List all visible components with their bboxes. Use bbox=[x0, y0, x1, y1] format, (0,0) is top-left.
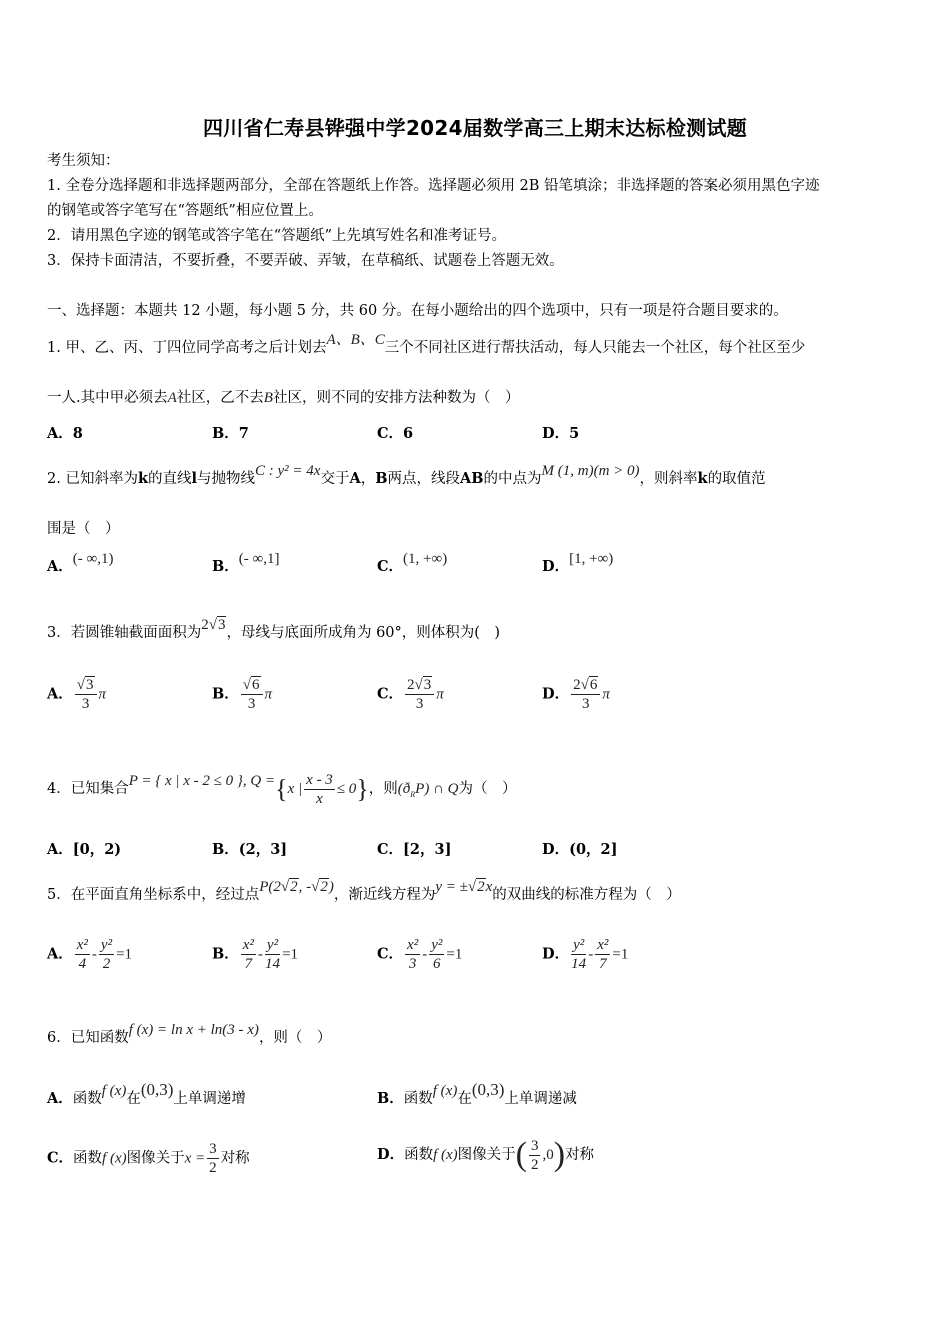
option-label: C． bbox=[377, 841, 404, 858]
option-f: f (x) bbox=[432, 1083, 458, 1099]
option-text: 对称 bbox=[565, 1147, 595, 1163]
notice-item-2: 2．请用黑色字迹的钢笔或答字笔在“答题纸”上先填写姓名和准考证号。 bbox=[47, 228, 507, 244]
notice-item-3: 3．保持卡面清洁，不要折叠，不要弄破、弄皱，在草稿纸、试题卷上答题无效。 bbox=[47, 253, 564, 269]
q2-midpoint: M (1, m)(m > 0) bbox=[541, 463, 640, 479]
fraction bbox=[429, 936, 444, 973]
q2-text-g: ，则斜率 bbox=[639, 471, 698, 487]
denominator: x bbox=[316, 791, 323, 808]
q2-k-2: k bbox=[697, 470, 708, 487]
q3-option-c[interactable] bbox=[377, 676, 444, 713]
q1-math-a: A bbox=[167, 390, 177, 406]
question-1-line-2 bbox=[47, 387, 910, 409]
q1-text-b: 三个不同社区进行帮扶活动，每人只能去一个社区，每个社区至少 bbox=[384, 340, 806, 356]
q2-l: l bbox=[191, 470, 198, 487]
q4-complement bbox=[398, 781, 459, 797]
q4-option-c[interactable] bbox=[377, 838, 451, 859]
q5-option-a[interactable]: A． $\frac{\text{x²}}{4}$ - $\frac{\text{y²}}{2}$ =1 bbox=[47, 937, 133, 972]
q2-point-a: A bbox=[349, 470, 361, 487]
q2-option-c[interactable] bbox=[377, 551, 448, 576]
q5-asymptote: y = ±√2x bbox=[435, 879, 493, 895]
q4-comp-open: (ð bbox=[397, 781, 411, 797]
q1-text-a: 1. 甲、乙、丙、丁四位同学高考之后计划去 bbox=[47, 340, 327, 356]
denominator: 7 bbox=[599, 956, 607, 972]
q5-pt-rad-1: 2 bbox=[290, 879, 298, 895]
q3-area-rad: 3 bbox=[217, 617, 226, 633]
option-value: (2，3] bbox=[238, 841, 288, 858]
numerator: 3 bbox=[209, 1141, 217, 1157]
option-interval: (0,3) bbox=[471, 1080, 505, 1099]
q6-text-a: 6．已知函数 bbox=[47, 1030, 129, 1046]
option-text: 图像关于 bbox=[457, 1147, 516, 1163]
option-label: C． bbox=[377, 425, 404, 442]
q2-option-d[interactable] bbox=[542, 551, 614, 576]
q2-k: k bbox=[137, 470, 148, 487]
question-2-line-2: 围是（ ） bbox=[47, 521, 120, 537]
fraction: $\frac{√6}{3}$ bbox=[241, 676, 263, 713]
option-label: D． bbox=[542, 841, 570, 858]
option-f: f (x) bbox=[433, 1147, 458, 1163]
question-3 bbox=[47, 617, 910, 644]
question-5 bbox=[47, 879, 910, 906]
option-text: 上单调递减 bbox=[504, 1091, 577, 1107]
option-text: 在 bbox=[126, 1091, 141, 1107]
option-label: D． bbox=[542, 425, 570, 442]
denominator: 3 bbox=[81, 696, 90, 712]
q2-text-b: 的直线 bbox=[148, 471, 192, 487]
radicand: 6 bbox=[589, 677, 598, 693]
q2-option-b[interactable] bbox=[212, 551, 280, 576]
option-label: B． bbox=[212, 685, 239, 703]
option-label: B． bbox=[212, 558, 239, 575]
pi: π bbox=[436, 686, 444, 703]
q2-comma: ， bbox=[360, 471, 376, 487]
q4-comp-r: R bbox=[410, 790, 416, 799]
option-text: 上单调递增 bbox=[173, 1091, 246, 1107]
pi: π bbox=[264, 686, 273, 703]
denominator: 4 bbox=[78, 956, 87, 972]
option-value: [2，3] bbox=[403, 841, 452, 858]
option-text: 在 bbox=[457, 1091, 472, 1107]
option-x-eq: x = bbox=[184, 1150, 206, 1167]
denominator: 7 bbox=[244, 956, 253, 972]
option-value: [1, +∞) bbox=[569, 551, 614, 567]
option-text: 对称 bbox=[220, 1150, 250, 1167]
q1-math-b: B bbox=[263, 390, 273, 406]
q3-option-b[interactable] bbox=[212, 676, 272, 713]
q3-area: 2√3 bbox=[201, 617, 226, 633]
option-label: C． bbox=[377, 558, 404, 575]
q5-pt-2: , - bbox=[298, 879, 312, 895]
option-f: f (x) bbox=[101, 1083, 127, 1099]
q3-area-coef: 2 bbox=[201, 617, 209, 633]
equals-one: =1 bbox=[612, 946, 629, 963]
denominator: 14 bbox=[265, 956, 280, 972]
q5-text-a: 5．在平面直角坐标系中，经过点 bbox=[47, 887, 260, 903]
option-label: C． bbox=[377, 685, 404, 703]
q2-text-f: 的中点为 bbox=[483, 471, 542, 487]
fraction bbox=[571, 936, 586, 973]
option-label: A． bbox=[47, 685, 73, 703]
fraction bbox=[304, 771, 335, 808]
option-label: A． bbox=[47, 558, 73, 575]
option-label: D． bbox=[542, 945, 570, 963]
q2-text-h: 的取值范 bbox=[707, 471, 766, 487]
q1-text-d: 社区，乙不去 bbox=[176, 390, 264, 406]
q4-text-b: ，则 bbox=[368, 781, 398, 797]
option-label: A． bbox=[47, 1090, 73, 1107]
numerator: y² bbox=[266, 937, 279, 953]
q1-option-d[interactable] bbox=[542, 422, 579, 443]
q3-option-a[interactable] bbox=[47, 676, 106, 713]
option-text: 图像关于 bbox=[126, 1150, 185, 1167]
option-label: D． bbox=[377, 1146, 405, 1163]
q5-option-b[interactable]: B． $\frac{\text{x²}}{7}$ - $\frac{\text{y²}}{14}$ =1 bbox=[212, 937, 299, 972]
q4-set-q: {x | $\frac{x - 3}{x}$ ≤ 0} bbox=[275, 772, 369, 808]
q5-text-c: 的双曲线的标准方程为（ ） bbox=[492, 887, 681, 903]
coefficient: 2 bbox=[407, 677, 415, 693]
denominator: 14 bbox=[571, 956, 587, 972]
q4-q-var: x | bbox=[287, 781, 303, 797]
numerator: y² bbox=[431, 937, 443, 953]
notice-item-1-cont: 的钢笔或答字笔写在“答题纸”相应位置上。 bbox=[47, 203, 323, 219]
question-2-line-1 bbox=[47, 463, 910, 490]
option-label: D． bbox=[542, 558, 570, 575]
q5-text-b: ，渐近线方程为 bbox=[333, 887, 436, 903]
q5-pt-rad-2: 2 bbox=[320, 879, 328, 895]
q3-text-a: 3．若圆锥轴截面面积为 bbox=[47, 625, 202, 641]
equals-one: =1 bbox=[116, 946, 133, 963]
option-label: B． bbox=[212, 425, 239, 442]
q6-option-b[interactable] bbox=[377, 1080, 577, 1108]
q4-option-b[interactable] bbox=[212, 838, 287, 859]
q2-parabola: C : y² = 4x bbox=[255, 463, 321, 479]
fraction bbox=[75, 936, 90, 973]
option-value: (1, +∞) bbox=[403, 551, 448, 567]
q2-segment: AB bbox=[459, 470, 484, 487]
denominator: 2 bbox=[530, 1156, 539, 1173]
option-label: B． bbox=[377, 1090, 404, 1107]
q4-separator: , Q = bbox=[242, 773, 276, 789]
denominator: 3 bbox=[415, 696, 424, 712]
radicand: 3 bbox=[423, 677, 432, 693]
option-text: 函数 bbox=[73, 1150, 103, 1167]
fraction bbox=[595, 936, 610, 973]
coefficient: 2 bbox=[573, 677, 581, 693]
option-value: 8 bbox=[72, 425, 83, 442]
q5-asym-lhs: y = ± bbox=[435, 879, 468, 895]
denominator: 3 bbox=[408, 956, 417, 972]
option-value: (- ∞,1] bbox=[238, 551, 280, 567]
q4-option-d[interactable] bbox=[542, 838, 617, 859]
option-label: A． bbox=[47, 425, 73, 442]
option-label: B． bbox=[212, 841, 239, 858]
option-label: D． bbox=[542, 685, 570, 703]
q5-option-d[interactable]: D． $\frac{\text{y²}}{14}$ - $\frac{\text{x²}}{7}$ =1 bbox=[542, 937, 629, 972]
denominator: 3 bbox=[247, 696, 256, 712]
q1-math-abc: A、B、C bbox=[326, 332, 385, 348]
numerator: x² bbox=[407, 937, 419, 953]
q5-asym-x: x bbox=[485, 879, 493, 895]
option-label: A． bbox=[47, 841, 73, 858]
fraction: $\frac{√3}{3}$ bbox=[75, 676, 97, 713]
fraction bbox=[405, 936, 420, 973]
question-1-line-1 bbox=[47, 332, 910, 359]
notice-item-1: 1. 全卷分选择题和非选择题两部分，全部在答题纸上作答。选择题必须用 2B 铅笔填涂；非选择题的答案必须用黑色字迹 bbox=[47, 178, 820, 194]
option-value: (0，2] bbox=[569, 841, 618, 858]
option-value: 5 bbox=[569, 425, 580, 442]
q1-text-c: 一人.其中甲必须去 bbox=[47, 390, 168, 406]
question-4 bbox=[47, 766, 910, 818]
q4-text-a: 4．已知集合 bbox=[47, 781, 129, 797]
q6-function: f (x) = ln x + ln(3 - x) bbox=[128, 1022, 259, 1038]
equals-one: =1 bbox=[282, 946, 299, 963]
denominator: 2 bbox=[209, 1160, 217, 1176]
q2-text-e: 两点，线段 bbox=[387, 471, 460, 487]
option-label: B． bbox=[212, 945, 239, 963]
numerator: 3 bbox=[530, 1137, 539, 1154]
numerator: x² bbox=[76, 937, 88, 953]
fraction: $\frac{2√6}{3}$ bbox=[571, 676, 600, 713]
section-heading: 一、选择题：本题共 12 小题，每小题 5 分，共 60 分。在每小题给出的四个选项中，只有一项是符合题目要求的。 bbox=[47, 303, 788, 319]
numerator: y² bbox=[573, 937, 585, 953]
option-point-tail: ,0 bbox=[542, 1147, 554, 1163]
q4-text-c: 为（ ） bbox=[458, 781, 517, 797]
pi: π bbox=[98, 686, 107, 703]
numerator: x - 3 bbox=[306, 772, 333, 789]
q2-text-a: 2. 已知斜率为 bbox=[47, 471, 138, 487]
q5-point: P(2√2, -√2) bbox=[259, 879, 334, 895]
q4-comp-p: P) ∩ Q bbox=[415, 781, 459, 797]
pi: π bbox=[602, 686, 610, 703]
denominator: 2 bbox=[102, 956, 111, 972]
q2-text-d: 交于 bbox=[320, 471, 350, 487]
fraction: $\frac{2√3}{3}$ bbox=[405, 676, 434, 713]
fraction bbox=[207, 1140, 219, 1177]
fraction bbox=[99, 936, 114, 973]
equals-one: =1 bbox=[446, 946, 463, 963]
q6-option-a[interactable] bbox=[47, 1080, 246, 1108]
option-label: C． bbox=[47, 1149, 74, 1167]
option-value: 6 bbox=[403, 425, 414, 442]
option-value: [0，2) bbox=[72, 841, 122, 858]
q2-text-c: 与抛物线 bbox=[197, 471, 256, 487]
q5-pt-3: ) bbox=[328, 879, 334, 895]
option-f: f (x) bbox=[102, 1150, 127, 1167]
q6-option-d[interactable]: D．函数f (x)图像关于( $\frac{3}{2}$ ,0)对称 bbox=[377, 1136, 595, 1173]
fraction bbox=[241, 936, 256, 973]
q1-option-b[interactable] bbox=[212, 422, 249, 443]
radicand: 6 bbox=[252, 677, 260, 693]
numerator: y² bbox=[100, 937, 113, 953]
fraction bbox=[529, 1137, 541, 1174]
notice-heading: 考生须知： bbox=[47, 153, 120, 169]
question-6 bbox=[47, 1022, 910, 1049]
denominator: 6 bbox=[433, 956, 441, 972]
option-value: 7 bbox=[238, 425, 249, 442]
option-label: C． bbox=[377, 945, 404, 963]
q6-option-c[interactable] bbox=[47, 1140, 250, 1177]
denominator: 3 bbox=[581, 696, 590, 712]
option-interval: (0,3) bbox=[140, 1080, 174, 1099]
radicand: 3 bbox=[86, 677, 94, 693]
q2-point-b: B bbox=[375, 470, 388, 487]
q3-option-d[interactable] bbox=[542, 676, 610, 713]
option-value: (- ∞,1) bbox=[72, 551, 114, 567]
q2-option-a[interactable] bbox=[47, 551, 114, 576]
fraction bbox=[265, 936, 280, 973]
option-text: 函数 bbox=[72, 1091, 102, 1107]
q4-option-a[interactable] bbox=[47, 838, 121, 859]
option-text: 函数 bbox=[404, 1147, 434, 1163]
q3-text-b: ，母线与底面所成角为 60°，则体积为( ) bbox=[226, 625, 501, 641]
page-title: 四川省仁寿县铧强中学2024届数学高三上期末达标检测试题 bbox=[202, 116, 748, 140]
option-text: 函数 bbox=[403, 1091, 433, 1107]
q5-asym-rad: 2 bbox=[477, 879, 485, 895]
numerator: x² bbox=[597, 937, 609, 953]
q1-text-e: 社区，则不同的安排方法种数为（ ） bbox=[272, 390, 520, 406]
q1-option-a[interactable] bbox=[47, 422, 83, 443]
numerator: x² bbox=[242, 937, 254, 953]
q4-q-cond: ≤ 0 bbox=[336, 781, 357, 797]
q5-pt-1: P(2 bbox=[259, 879, 281, 895]
q4-set-p: P = { x | x - 2 ≤ 0 } bbox=[128, 773, 243, 789]
q5-option-c[interactable]: C． $\frac{\text{x²}}{3}$ - $\frac{\text{y²}}{6}$ =1 bbox=[377, 937, 463, 972]
option-label: A． bbox=[47, 945, 73, 963]
q1-option-c[interactable] bbox=[377, 422, 413, 443]
q6-text-b: ，则（ ） bbox=[258, 1030, 332, 1046]
